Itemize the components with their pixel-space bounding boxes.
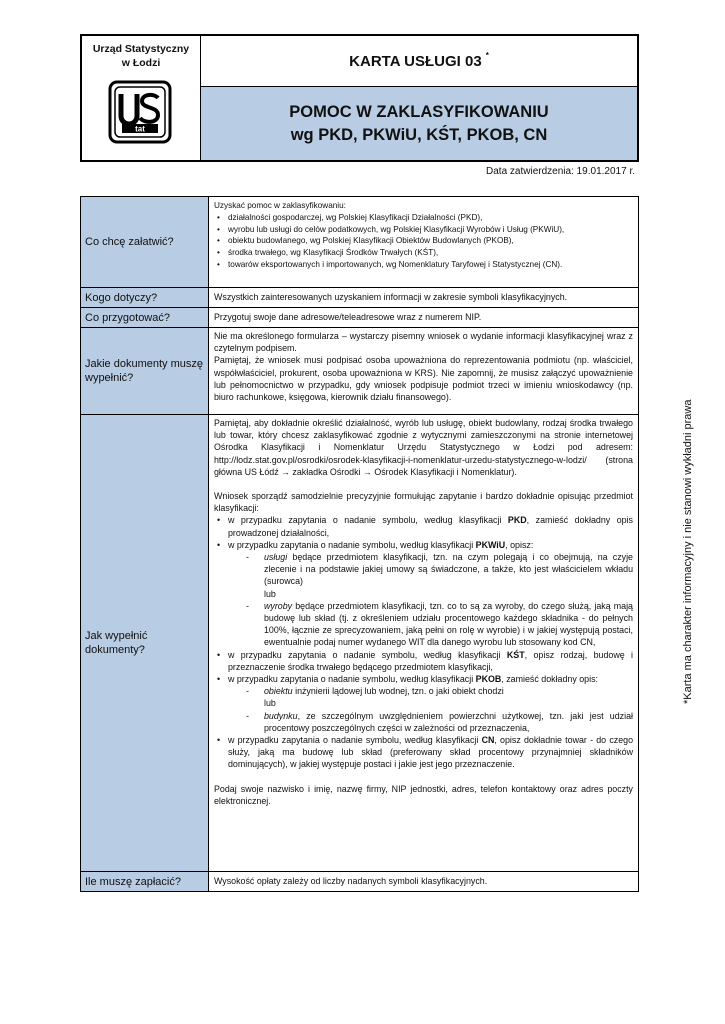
sub-list-item: - budynku, ze szczególnym uwzględnieniem powierzchni użytkowej, tzn. jaki jest udział procentowy poszczególnych części w zależności od przeznaczenia, [264,710,633,734]
paragraph: Nie ma określonego formularza – wystarczy pisemny wniosek o wydanie informacji klasyfikacyjnej wraz z czytelnym podpisem. [214,331,633,354]
svg-text:tat: tat [135,124,145,134]
list-item: • towarów eksportowanych i importowanych, wg Nomenklatury Taryfowej i Statystycznej (CN). [228,259,633,271]
card-footnote-mark: * [485,50,489,60]
code-pkwiu: PKWiU [475,539,506,550]
list-item: • w przypadku zapytania o nadanie symbolu, według klasyfikacji PKOB, zamieść dokładny opis: - obiektu inżynierii lądowej lub wodnej, tzn. o jaki obiekt chodzi lub - budynku, ze szczególnym uwzględnieniem powierzchni użytkowej, tzn. jaki jest udział procentowy poszczególnych części w zależności od przeznaczenia, [228,673,633,734]
code-kst: KŚT [506,649,525,660]
paragraph: Podaj swoje nazwisko i imię, nazwę firmy, NIP jednostki, adres, telefon kontaktowy oraz adres poczty elektronicznej. [214,783,633,806]
code-pkd: PKD [507,515,527,526]
code-pkob: PKOB [475,674,502,685]
card-header [80,34,639,162]
classification-instructions [214,514,633,770]
service-info-table [80,196,639,892]
office-name-line2: w Łodzi [121,57,161,69]
table-row [81,328,639,415]
table-row [81,308,639,328]
sub-list [228,551,633,649]
row-label: Kogo dotyczy? [81,288,209,308]
sub-list-item: - obiektu inżynierii lądowej lub wodnej, tzn. o jaki obiekt chodzi lub [264,685,633,709]
row-content [209,328,639,415]
disclaimer-note: *Karta ma charakter informacyjny i nie stanowi wykładni prawa [682,399,694,704]
code-cn: CN [481,735,495,746]
list-item: • w przypadku zapytania o nadanie symbolu, według klasyfikacji PKD, zamieść dokładny opis prowadzonej działalności, [228,514,633,538]
row-label: Ile muszę zapłacić? [81,872,209,892]
paragraph: Wniosek sporządź samodzielnie precyzyjnie formułując zapytanie i bardzo dokładnie opisując przedmiot klasyfikacji: [214,491,633,514]
office-name [82,42,200,70]
list-item: • w przypadku zapytania o nadanie symbolu, według klasyfikacji PKWiU, opisz: - usługi będące przedmiotem klasyfikacji, tzn. na czym polegają i co obejmują, na czyje zlecenie i na podstawie jakiej umowy są świadczone, a także, kto jest właścicielem wkładu (surowca) lub - wyroby będące przedmiotem klasyfikacji, tzn. co to są za wyroby, do czego służą, jaką mają budowę lub skład (tj. z określeniem udziału procentowego każdego składnika - do pełnych 100%, łącznie ze sprecyzowaniem, jaką pełni on rolę w wyrobie) i w jakiej występują postaci, ewentualnie podaj numer wydanego WIT dla danego wyrobu lub stosowany kod CN, [228,539,633,649]
card-number [201,36,637,87]
service-title-line2: wg PKD, PKWiU, KŚT, PKOB, CN [290,125,548,144]
office-block [82,36,201,160]
approval-date: Data zatwierdzenia: 19.01.2017 r. [486,166,635,177]
service-title [201,87,637,160]
sub-list [228,685,633,734]
row-content: Wszystkich zainteresowanych uzyskaniem informacji w zakresie symboli klasyfikacyjnych. [209,288,639,308]
table-row [81,872,639,892]
list-item: • wyrobu lub usługi do celów podatkowych, wg Polskiej Klasyfikacji Wyrobów i Usług (PKWiU), [228,224,633,236]
table-row [81,288,639,308]
sub-list-item: - wyroby będące przedmiotem klasyfikacji, tzn. co to są za wyroby, do czego służą, jaką mają budowę lub skład (tj. z określeniem udziału procentowego każdego składnika - do pełnych 100%, łącznie ze sprecyzowaniem, jaką pełni on rolę w wyrobie) i w jakiej występują postaci, ewentualnie podaj numer wydanego WIT dla danego wyrobu lub stosowany kod CN, [264,600,633,649]
list-item: • działalności gospodarczej, wg Polskiej Klasyfikacji Działalności (PKD), [228,212,633,224]
row-label: Jak wypełnić dokumenty? [81,415,209,872]
classification-list [214,212,633,271]
row-content: Wysokość opłaty zależy od liczby nadanych symboli klasyfikacyjnych. [209,872,639,892]
row-content: Przygotuj swoje dane adresowe/teleadresowe wraz z numerem NIP. [209,308,639,328]
row-label: Jakie dokumenty muszę wypełnić? [81,328,209,415]
row-label: Co przygotować? [81,308,209,328]
card-number-text: KARTA USŁUGI 03 [349,52,482,70]
sub-list-item: - usługi będące przedmiotem klasyfikacji, tzn. na czym polegają i co obejmują, na czyje zlecenie i na podstawie jakiej umowy są świadczone, a także, kto jest właścicielem wkładu (surowca) lub [264,551,633,600]
table-row [81,197,639,288]
paragraph: Pamiętaj, że wniosek musi podpisać osoba upoważniona do reprezentowania podmiotu (np. właściciel, współwłaściciel, prokurent, osoba upoważniona w KRS). Nie zapomnij, że musisz załączyć upoważnienie lub pełnomocnictwo w przypadku, gdy wniosek podpisuje podmiot trzeci w imieniu wnioskodawcy (np. biuro rachunkowe, księgowa, kierownik działu finansowego). [214,355,633,403]
row-label: Co chcę załatwić? [81,197,209,288]
list-item: • w przypadku zapytania o nadanie symbolu, według klasyfikacji CN, opisz dokładnie towar - do czego służy, jaką ma budowę lub skład (preferowany skład procentowy przynajmniej składników dominujących), w jakiej występuje postaci i jakie jest jego przeznaczenie. [228,734,633,771]
list-item: • obiektu budowlanego, wg Polskiej Klasyfikacji Obiektów Budowlanych (PKOB), [228,235,633,247]
list-item: • w przypadku zapytania o nadanie symbolu, według klasyfikacji KŚT, opisz rodzaj, budowę i przeznaczenie środka trwałego będącego przedmiotem klasyfikacji, [228,649,633,673]
row-content [209,197,639,288]
office-name-line1: Urząd Statystyczny [92,43,190,55]
paragraph: Pamiętaj, aby dokładnie określić działalność, wyrób lub usługę, obiekt budowlany, rodzaj środka trwałego lub towar, który chcesz zaklasyfikować zgodnie z wytycznymi zamieszczonymi na stronie internetowej Ośrodka Klasyfikacji i Nomenklatur Urzędu Statystycznego w Łodzi pod adresem: http://lodz.stat.gov.pl/osrodki/osrodek-klasyfikacji-i-nomenklatur-urzedu-statystycznego-w-lodzi/ (strona główna US Łódź → zakładka Ośrodki → Ośrodek Klasyfikacji i Nomenklatur). [214,418,633,477]
service-title-line1: POMOC W ZAKLASYFIKOWANIU [289,102,549,121]
intro-text: Uzyskać pomoc w zaklasyfikowaniu: [214,201,346,210]
ustat-logo [108,80,172,144]
list-item: • środka trwałego, wg Klasyfikacji Środków Trwałych (KŚT), [228,247,633,259]
row-content [209,415,639,872]
table-row [81,415,639,872]
